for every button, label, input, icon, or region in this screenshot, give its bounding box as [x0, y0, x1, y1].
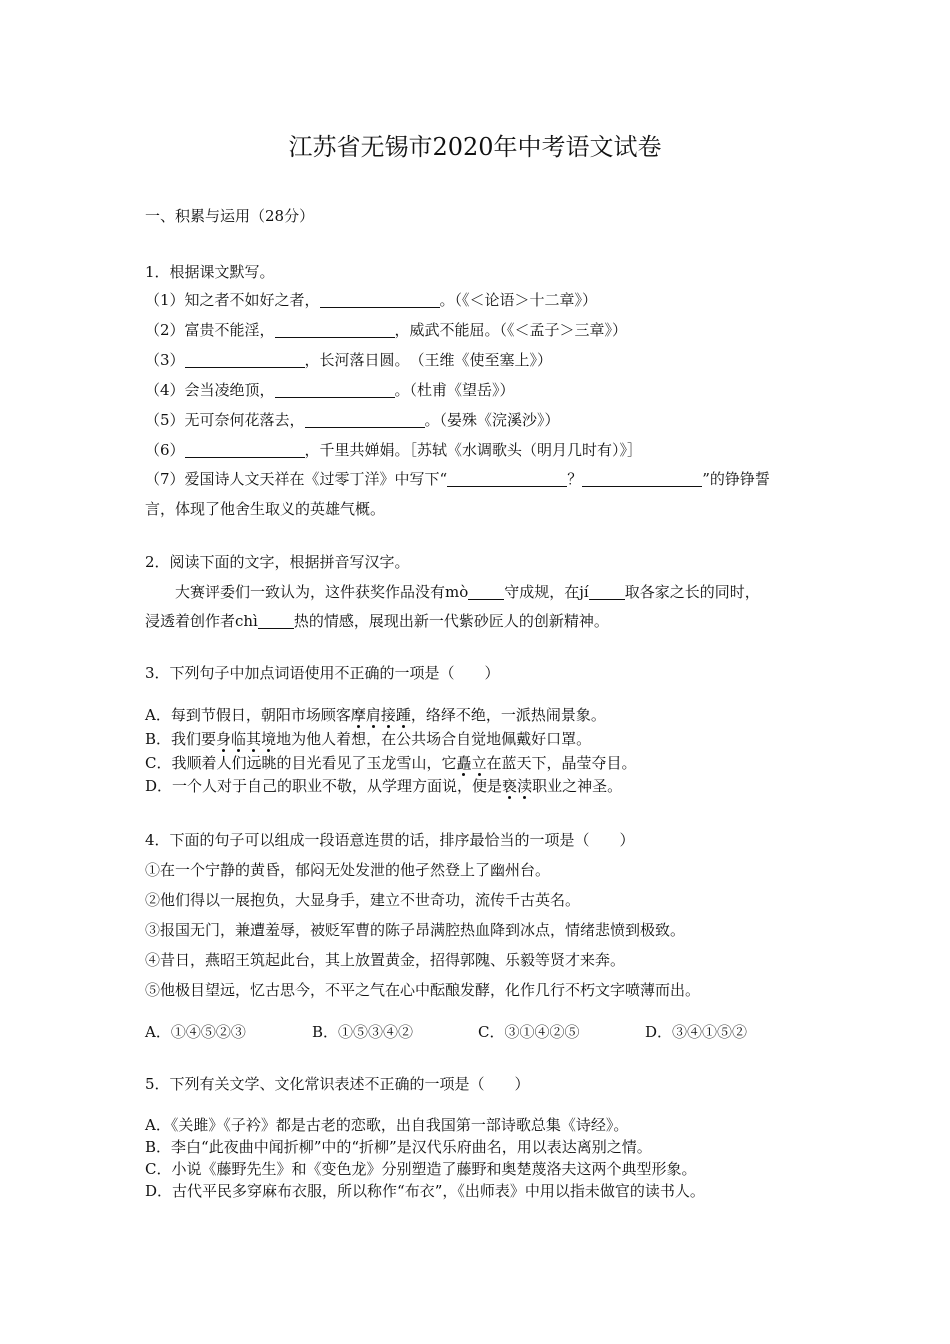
answer-blank[interactable]	[320, 291, 440, 308]
dotted-word	[216, 730, 276, 748]
section-heading: 一、积累与运用（28分）	[145, 207, 315, 225]
q1-line-5: （5）无可奈何花落去， 。（晏殊《浣溪沙》）	[145, 411, 560, 429]
dotted-char: 接	[380, 706, 396, 724]
answer-blank[interactable]	[582, 470, 702, 487]
dotted-char: 临	[231, 730, 247, 748]
dotted-word	[502, 777, 532, 795]
answer-blank[interactable]	[185, 441, 305, 458]
q4-option-a[interactable]: A．①④⑤②③	[145, 1023, 246, 1041]
dotted-char: 境	[261, 730, 277, 748]
dotted-char: 渎	[517, 777, 533, 795]
answer-blank[interactable]	[305, 411, 425, 428]
q1-line-7: （7）爱国诗人文天祥在《过零丁洋》中写下“ ？ ”的铮铮誓	[145, 470, 770, 488]
q3-prompt: 3．下列句子中加点词语使用不正确的一项是（ ）	[145, 664, 500, 682]
dotted-char: 立	[471, 754, 487, 772]
q4-sentence-2: ②他们得以一展抱负，大显身手，建立不世奇功，流传千古英名。	[145, 891, 581, 909]
answer-blank[interactable]	[258, 612, 294, 629]
q5-prompt: 5．下列有关文学、文化常识表述不正确的一项是（ ）	[145, 1075, 530, 1093]
dotted-char: 其	[246, 730, 262, 748]
q4-option-b[interactable]: B．①⑤③④②	[312, 1023, 414, 1041]
q1-line-7-cont: 言，体现了他舍生取义的英雄气概。	[145, 500, 386, 518]
q5-option-d[interactable]: D．古代平民多穿麻布衣服，所以称作“布衣”，《出师表》中用以指未做官的读书人。	[145, 1182, 705, 1200]
q1-prompt: 1．根据课文默写。	[145, 263, 275, 281]
q1-line-6: （6） ，千里共婵娟。［苏轼《水调歌头（明月几时有）》］	[145, 441, 643, 459]
q5-option-a[interactable]: A．《关雎》《子衿》都是古老的恋歌，出自我国第一部诗歌总集《诗经》。	[145, 1116, 629, 1134]
dotted-char: 亵	[502, 777, 518, 795]
q2-passage-line-2: 浸透着创作者chì 热的情感，展现出新一代紫砂匠人的创新精神。	[145, 612, 609, 630]
q5-option-c[interactable]: C．小说《藤野先生》和《变色龙》分别塑造了藤野和奥楚蔑洛夫这两个典型形象。	[145, 1160, 697, 1178]
q3-option-b[interactable]: B．我们要身临其境地为他人着想，在公共场合自觉地佩戴好口罩。	[145, 730, 592, 748]
q1-line-2: （2）富贵不能淫， ，威武不能屈。（《＜孟子＞三章》）	[145, 321, 628, 339]
q1-line-3: （3） ，长河落日圆。 （王维《使至塞上》）	[145, 351, 553, 369]
q4-sentence-1: ①在一个宁静的黄昏，郁闷无处发泄的他孑然登上了幽州台。	[145, 861, 551, 879]
answer-blank[interactable]	[468, 583, 504, 600]
q3-option-a[interactable]: A．每到节假日，朝阳市场顾客摩肩接踵，络绎不绝，一派热闹景象。	[145, 706, 606, 724]
answer-blank[interactable]	[275, 321, 395, 338]
dotted-char: 摩	[350, 706, 366, 724]
q4-prompt: 4．下面的句子可以组成一段语意连贯的话，排序最恰当的一项是（ ）	[145, 831, 635, 849]
q4-option-d[interactable]: D．③④①⑤②	[645, 1023, 748, 1041]
answer-blank[interactable]	[589, 583, 625, 600]
dotted-word	[351, 706, 411, 724]
page-title: 江苏省无锡市2020年中考语文试卷	[288, 133, 662, 161]
q2-passage-line-1: 大赛评委们一致认为，这件获奖作品没有mò 守成规，在jí 取各家之长的同时，	[175, 583, 760, 601]
answer-blank[interactable]	[447, 470, 567, 487]
dotted-word	[456, 754, 486, 772]
q4-sentence-5: ⑤他极目望远，忆古思今，不平之气在心中酝酿发酵，化作几行不朽文字喷薄而出。	[145, 981, 701, 999]
q1-line-4: （4）会当凌绝顶， 。（杜甫《望岳》）	[145, 381, 515, 399]
answer-blank[interactable]	[275, 381, 395, 398]
dotted-char: 矗	[456, 754, 472, 772]
q1-line-1: （1）知之者不如好之者， 。（《＜论语＞十二章》）	[145, 291, 598, 309]
q4-options	[145, 1022, 747, 1042]
q3-option-d[interactable]: D．一个人对于自己的职业不敬，从学理方面说，便是亵渎职业之神圣。	[145, 777, 623, 795]
dotted-char: 身	[216, 730, 232, 748]
answer-blank[interactable]	[185, 351, 305, 368]
dotted-char: 踵	[395, 706, 411, 724]
q5-option-b[interactable]: B．李白“此夜曲中闻折柳”中的“折柳”是汉代乐府曲名，用以表达离别之情。	[145, 1138, 652, 1156]
q4-sentence-3: ③报国无门，兼遭羞辱，被贬军曹的陈子昂满腔热血降到冰点，情绪悲愤到极致。	[145, 921, 686, 939]
q2-prompt: 2．阅读下面的文字，根据拼音写汉字。	[145, 553, 410, 571]
dotted-char: 肩	[365, 706, 381, 724]
q4-sentence-4: ④昔日，燕昭王筑起此台，其上放置黄金，招得郭隗、乐毅等贤才来奔。	[145, 951, 626, 969]
q3-option-c[interactable]: C．我顺着人们远眺的目光看见了玉龙雪山，它矗立在蓝天下，晶莹夺目。	[145, 754, 637, 772]
q4-option-c[interactable]: C．③①④②⑤	[478, 1023, 580, 1041]
